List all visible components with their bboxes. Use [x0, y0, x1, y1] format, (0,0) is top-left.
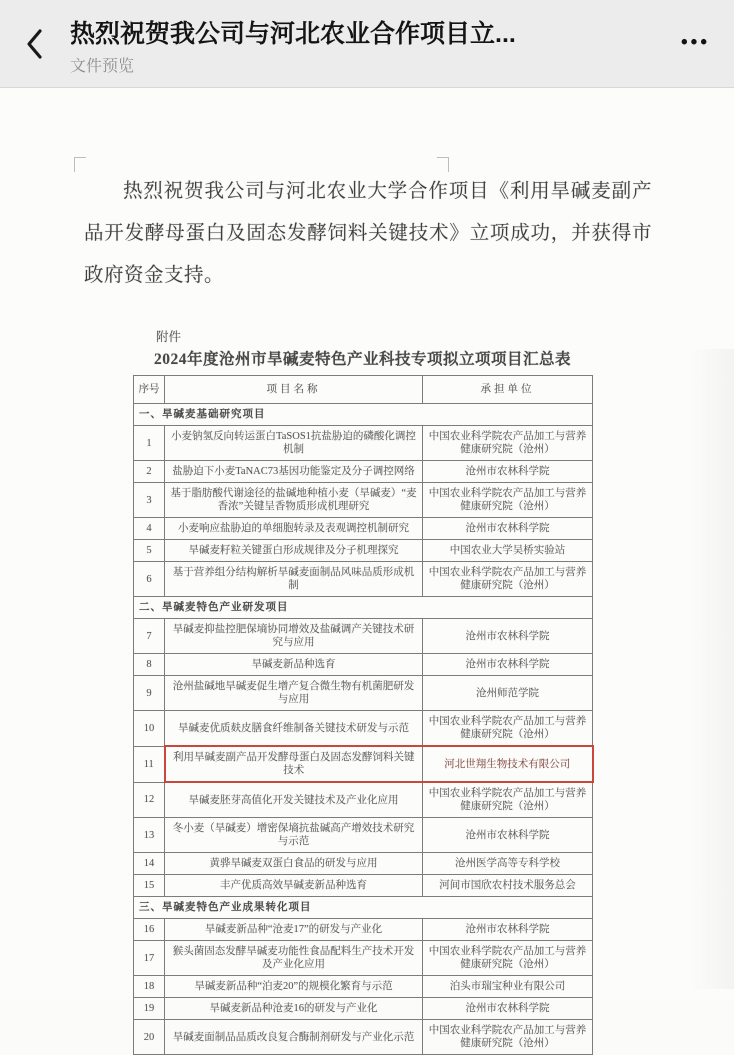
unit-cell: 中国农业科学院农产品加工与营养健康研究院（沧州）: [423, 426, 593, 461]
unit-cell: 中国农业科学院农产品加工与营养健康研究院（沧州）: [423, 782, 593, 818]
project-name-cell: 旱碱麦优质麸皮膳食纤维制备关键技术研发与示范: [165, 711, 423, 747]
row-number-cell: 11: [134, 746, 165, 782]
table-row: [134, 461, 593, 483]
table-row: [134, 941, 593, 976]
project-name-cell: 盐胁迫下小麦TaNAC73基因功能鉴定及分子调控网络: [165, 461, 423, 483]
unit-cell: 河北世翔生物技术有限公司: [423, 746, 593, 782]
row-number-cell: 8: [134, 654, 165, 676]
column-header-no: 序号: [134, 376, 165, 404]
project-table: [133, 375, 594, 1055]
table-section-row: [134, 404, 593, 426]
back-button[interactable]: [14, 22, 54, 66]
project-name-cell: 基于营养组分结构解析旱碱麦面制品风味品质形成机制: [165, 562, 423, 597]
page-subtitle: 文件预览: [70, 58, 135, 75]
column-header-unit: 承担单位: [423, 376, 593, 404]
unit-cell: 沧州市农林科学院: [423, 998, 593, 1020]
table-row: [134, 919, 593, 941]
page-title: 热烈祝贺我公司与河北农业合作项目立...: [70, 20, 516, 48]
header-title-block: [70, 14, 630, 76]
project-name-cell: 小麦响应盐胁迫的单细胞转录及表观调控机制研究: [165, 518, 423, 540]
table-row: [134, 711, 593, 747]
project-name-cell: 小麦钠氢反向转运蛋白TaSOS1抗盐胁迫的磷酸化调控机制: [165, 426, 423, 461]
row-number-cell: 5: [134, 540, 165, 562]
scanned-page: [0, 89, 734, 1049]
unit-cell: 中国农业科学院农产品加工与营养健康研究院（沧州）: [423, 1020, 593, 1055]
unit-cell: 泊头市瑞宝种业有限公司: [423, 976, 593, 998]
row-number-cell: 7: [134, 619, 165, 654]
table-title: 2024年度沧州市旱碱麦特色产业科技专项拟立项项目汇总表: [153, 351, 571, 368]
unit-cell: 河间市国欣农村技术服务总会: [423, 875, 593, 897]
more-dots-icon: •••: [681, 32, 710, 53]
app-header: [0, 0, 734, 88]
chevron-left-icon: [25, 28, 43, 60]
document-viewport[interactable]: [0, 89, 734, 1049]
project-name-cell: 旱碱麦抑盐控肥保墒协同增效及盐碱调产关键技术研究与应用: [165, 619, 423, 654]
row-number-cell: 17: [134, 941, 165, 976]
table-row: [134, 676, 593, 711]
project-name-cell: 旱碱麦面制品品质改良复合酶制剂研发与产业化示范: [165, 1020, 423, 1055]
table-header-row: [134, 376, 593, 404]
row-number-cell: 2: [134, 461, 165, 483]
unit-cell: 沧州市农林科学院: [423, 654, 593, 676]
row-number-cell: 16: [134, 919, 165, 941]
unit-cell: 沧州市农林科学院: [423, 518, 593, 540]
unit-cell: 中国农业大学吴桥实验站: [423, 540, 593, 562]
section-heading: 三、旱碱麦特色产业成果转化项目: [134, 897, 593, 919]
page-corner-mark-right: [437, 157, 449, 172]
table-row: [134, 426, 593, 461]
unit-cell: 沧州市农林科学院: [423, 919, 593, 941]
table-row: [134, 875, 593, 897]
table-row: [134, 654, 593, 676]
table-row: [134, 483, 593, 518]
project-name-cell: 基于脂肪酸代谢途径的盐碱地种植小麦（旱碱麦）“麦香浓”关键呈香物质形成机理研究: [165, 483, 423, 518]
project-name-cell: 旱碱麦籽粒关键蛋白形成规律及分子机理探究: [165, 540, 423, 562]
project-name-cell: 旱碱麦新品种“沧麦17”的研发与产业化: [165, 919, 423, 941]
row-number-cell: 9: [134, 676, 165, 711]
table-row: [134, 1020, 593, 1055]
page-corner-mark-left: [74, 157, 86, 172]
row-number-cell: 12: [134, 782, 165, 818]
unit-cell: 沧州医学高等专科学校: [423, 853, 593, 875]
project-table-body: [134, 376, 593, 1055]
table-section-row: [134, 897, 593, 919]
project-name-cell: 冬小麦（旱碱麦）增密保墒抗盐碱高产增效技术研究与示范: [165, 818, 423, 853]
project-name-cell: 利用旱碱麦副产品开发酵母蛋白及固态发酵饲料关键技术: [165, 746, 423, 782]
unit-cell: 中国农业科学院农产品加工与营养健康研究院（沧州）: [423, 483, 593, 518]
row-number-cell: 10: [134, 711, 165, 747]
row-number-cell: 13: [134, 818, 165, 853]
announcement-paragraph: 热烈祝贺我公司与河北农业大学合作项目《利用旱碱麦副产品开发酵母蛋白及固态发酵饲料关键技术》立项成功，并获得市政府资金支持。: [84, 181, 652, 286]
more-menu-button[interactable]: [681, 26, 710, 60]
table-row: [134, 818, 593, 853]
row-number-cell: 19: [134, 998, 165, 1020]
row-number-cell: 14: [134, 853, 165, 875]
project-name-cell: 旱碱麦胚芽高值化开发关键技术及产业化应用: [165, 782, 423, 818]
table-row: [134, 562, 593, 597]
table-row-highlighted: [134, 746, 593, 782]
table-row: [134, 619, 593, 654]
unit-cell: 沧州市农林科学院: [423, 461, 593, 483]
table-row: [134, 998, 593, 1020]
row-number-cell: 3: [134, 483, 165, 518]
row-number-cell: 20: [134, 1020, 165, 1055]
unit-cell: 沧州市农林科学院: [423, 619, 593, 654]
attachment-label: 附件: [156, 330, 182, 344]
row-number-cell: 18: [134, 976, 165, 998]
unit-cell: 沧州市农林科学院: [423, 818, 593, 853]
table-row: [134, 518, 593, 540]
table-row: [134, 853, 593, 875]
project-name-cell: 沧州盐碱地旱碱麦促生增产复合微生物有机菌肥研发与应用: [165, 676, 423, 711]
unit-cell: 沧州师范学院: [423, 676, 593, 711]
project-name-cell: 猴头菌固态发酵旱碱麦功能性食品配料生产技术开发及产业化应用: [165, 941, 423, 976]
section-heading: 二、旱碱麦特色产业研发项目: [134, 597, 593, 619]
section-heading: 一、旱碱麦基础研究项目: [134, 404, 593, 426]
column-header-name: 项目名称: [165, 376, 423, 404]
project-name-cell: 黄骅旱碱麦双蛋白食品的研发与应用: [165, 853, 423, 875]
row-number-cell: 1: [134, 426, 165, 461]
row-number-cell: 6: [134, 562, 165, 597]
table-section-row: [134, 597, 593, 619]
project-name-cell: 旱碱麦新品种选育: [165, 654, 423, 676]
project-name-cell: 旱碱麦新品种沧麦16的研发与产业化: [165, 998, 423, 1020]
row-number-cell: 15: [134, 875, 165, 897]
project-name-cell: 丰产优质高效旱碱麦新品种选育: [165, 875, 423, 897]
table-row: [134, 976, 593, 998]
unit-cell: 中国农业科学院农产品加工与营养健康研究院（沧州）: [423, 941, 593, 976]
unit-cell: 中国农业科学院农产品加工与营养健康研究院（沧州）: [423, 562, 593, 597]
unit-cell: 中国农业科学院农产品加工与营养健康研究院（沧州）: [423, 711, 593, 747]
table-row: [134, 540, 593, 562]
table-row: [134, 782, 593, 818]
row-number-cell: 4: [134, 518, 165, 540]
project-name-cell: 旱碱麦新品种“泊麦20”的规模化繁育与示范: [165, 976, 423, 998]
